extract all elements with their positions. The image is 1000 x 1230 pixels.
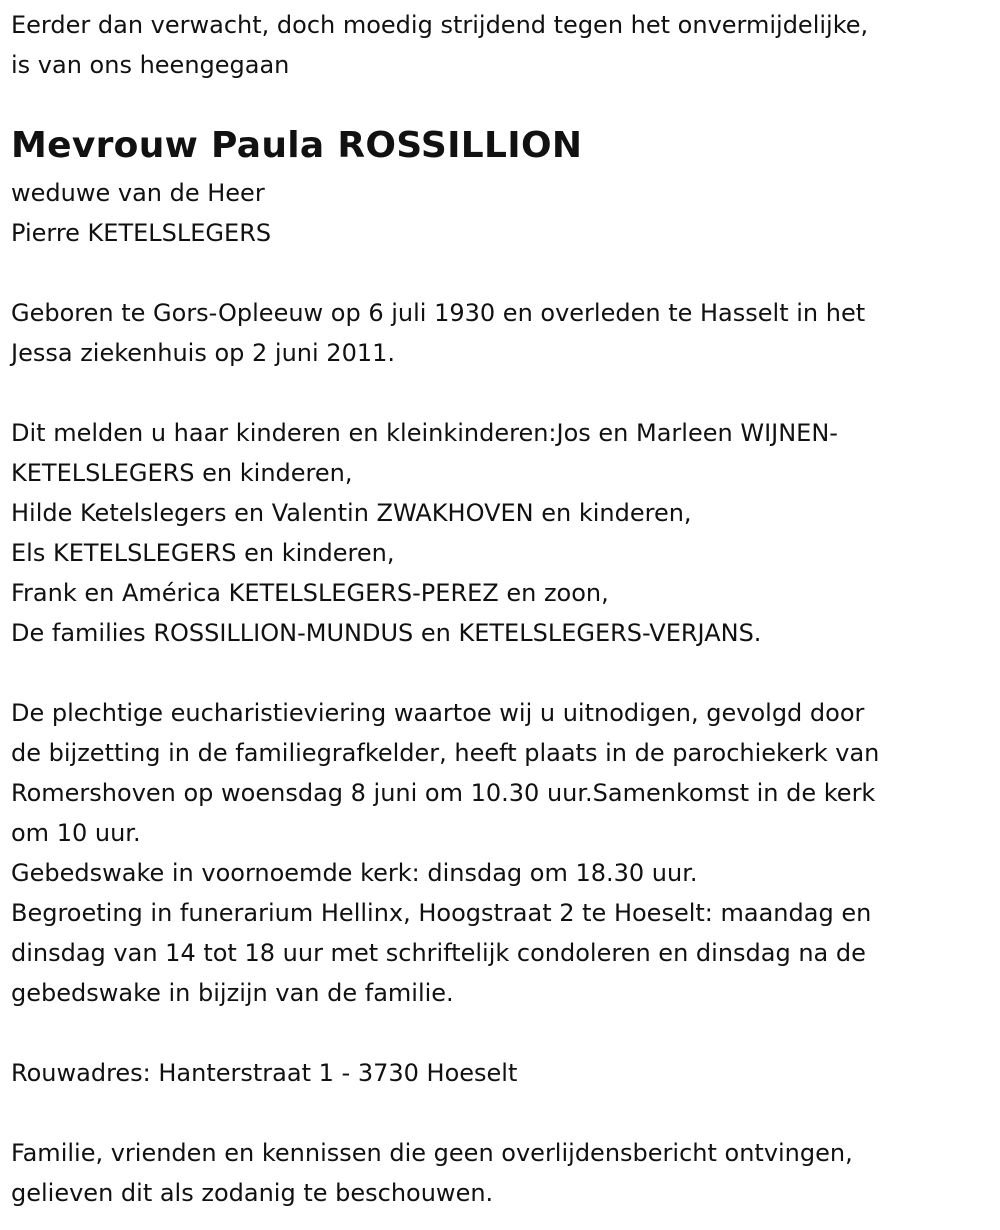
birth-death-paragraph: [11, 293, 865, 373]
deceased-name: Mevrouw Paula ROSSILLION: [11, 125, 583, 166]
ceremony-line: gebedswake in bijzijn van de familie.: [11, 979, 454, 1007]
birth-death-line: Jessa ziekenhuis op 2 juni 2011.: [11, 339, 395, 367]
closing-line: Familie, vrienden en kennissen die geen overlijdensbericht ontvingen,: [11, 1139, 853, 1167]
widow-line: weduwe van de Heer: [11, 179, 265, 207]
family-paragraph: [11, 413, 838, 653]
family-line: De families ROSSILLION-MUNDUS en KETELSLEGERS-VERJANS.: [11, 619, 762, 647]
intro-line: is van ons heengegaan: [11, 51, 290, 79]
ceremony-line: Gebedswake in voornoemde kerk: dinsdag om 18.30 uur.: [11, 859, 698, 887]
family-line: Hilde Ketelslegers en Valentin ZWAKHOVEN en kinderen,: [11, 499, 692, 527]
ceremony-line: De plechtige eucharistieviering waartoe wij u uitnodigen, gevolgd door: [11, 699, 865, 727]
widow-paragraph: [11, 173, 271, 253]
family-line: Els KETELSLEGERS en kinderen,: [11, 539, 395, 567]
address-line: Rouwadres: Hanterstraat 1 - 3730 Hoeselt: [11, 1059, 518, 1087]
family-line: KETELSLEGERS en kinderen,: [11, 459, 353, 487]
family-line: Dit melden u haar kinderen en kleinkinderen:Jos en Marleen WIJNEN-: [11, 419, 838, 447]
mourning-address: [11, 1053, 517, 1093]
closing-paragraph: [11, 1133, 853, 1213]
intro-line: Eerder dan verwacht, doch moedig strijdend tegen het onvermijdelijke,: [11, 11, 869, 39]
family-line: Frank en América KETELSLEGERS-PEREZ en zoon,: [11, 579, 609, 607]
intro-paragraph: [11, 5, 868, 85]
ceremony-line: Romershoven op woensdag 8 juni om 10.30 uur.Samenkomst in de kerk: [11, 779, 876, 807]
spouse-name: Pierre KETELSLEGERS: [11, 219, 272, 247]
birth-death-line: Geboren te Gors-Opleeuw op 6 juli 1930 en overleden te Hasselt in het: [11, 299, 866, 327]
ceremony-line: dinsdag van 14 tot 18 uur met schriftelijk condoleren en dinsdag na de: [11, 939, 866, 967]
closing-line: gelieven dit als zodanig te beschouwen.: [11, 1179, 494, 1207]
ceremony-line: Begroeting in funerarium Hellinx, Hoogstraat 2 te Hoeselt: maandag en: [11, 899, 872, 927]
ceremony-paragraph: [11, 693, 879, 1013]
ceremony-line: om 10 uur.: [11, 819, 141, 847]
ceremony-line: de bijzetting in de familiegrafkelder, heeft plaats in de parochiekerk van: [11, 739, 880, 767]
